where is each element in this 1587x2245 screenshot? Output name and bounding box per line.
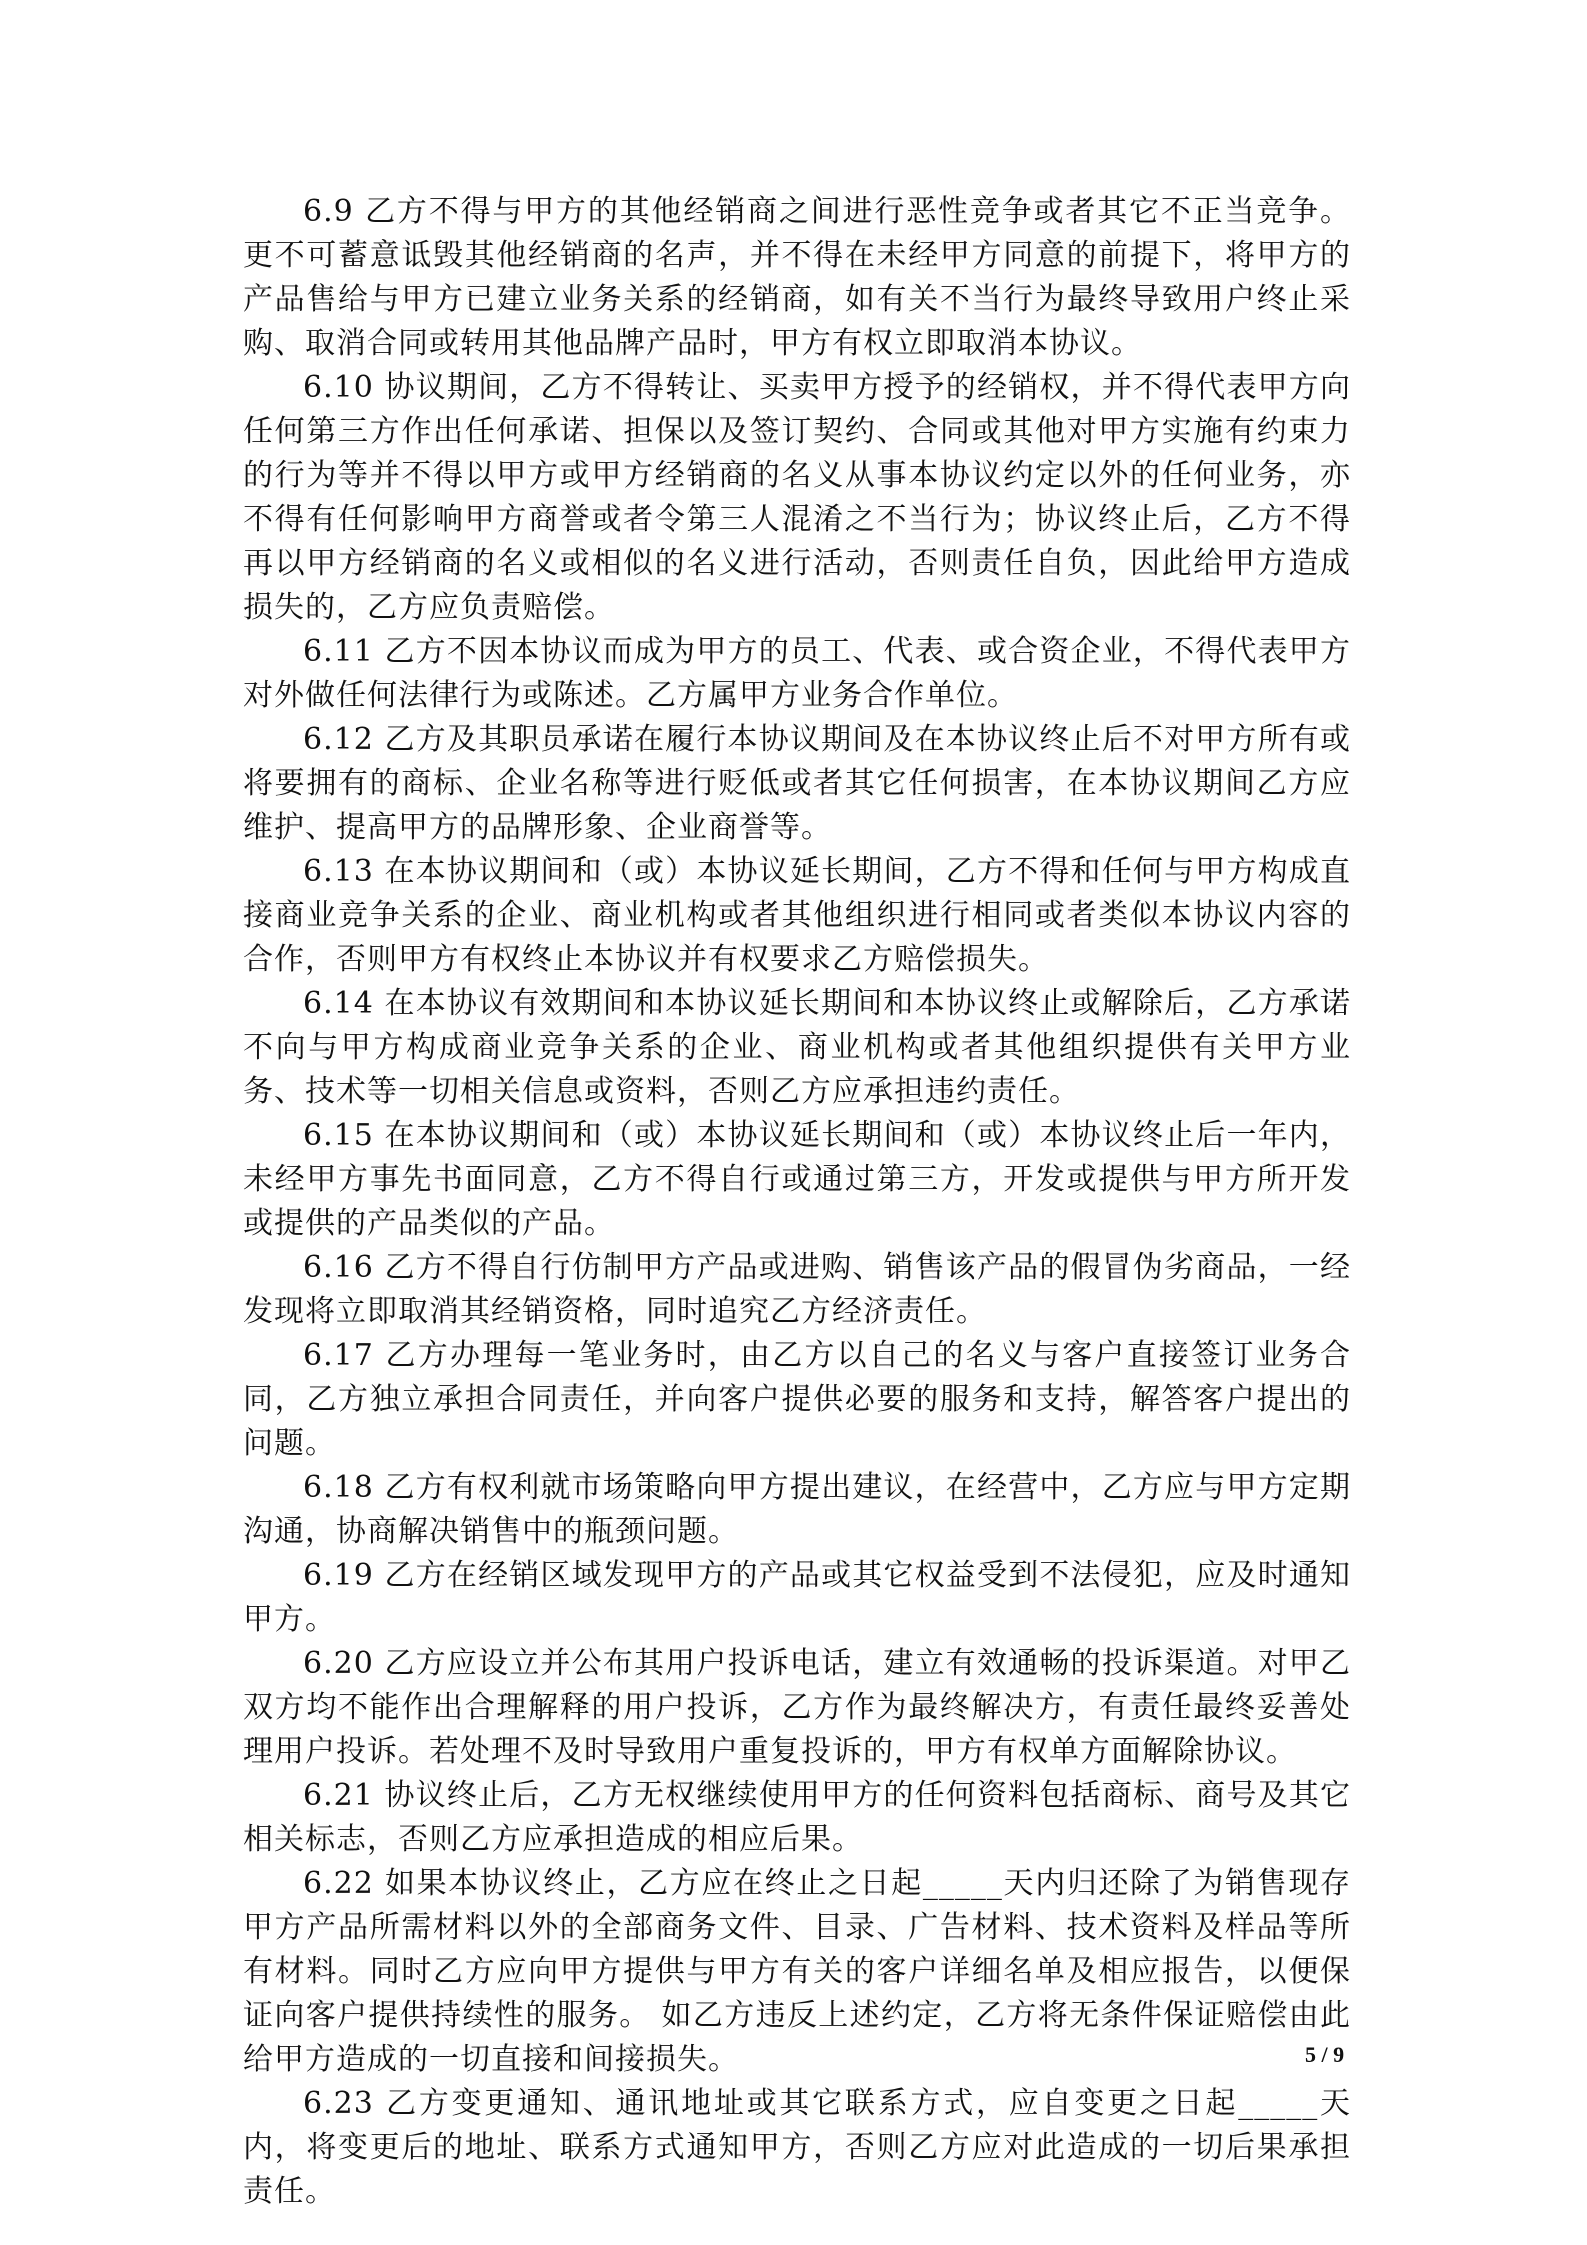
clause-6-23: 6.23 乙方变更通知、通讯地址或其它联系方式，应自变更之日起_____天内，将变更后的地址、联系方式通知甲方，否则乙方应对此造成的一切后果承担责任。	[243, 2086, 1351, 2209]
clause-6-17: 6.17 乙方办理每一笔业务时，由乙方以自己的名义与客户直接签订业务合同，乙方独立承担合同责任，并向客户提供必要的服务和支持，解答客户提出的问题。	[243, 1338, 1351, 1461]
page-number: 5 / 9	[1305, 2042, 1345, 2067]
clause-6-13: 6.13 在本协议期间和（或）本协议延长期间，乙方不得和任何与甲方构成直接商业竞争关系的企业、商业机构或者其他组织进行相同或者类似本协议内容的合作，否则甲方有权终止本协议并有权要求乙方赔偿损失。	[243, 854, 1351, 977]
clause-6-16: 6.16 乙方不得自行仿制甲方产品或进购、销售该产品的假冒伪劣商品，一经发现将立即取消其经销资格，同时追究乙方经济责任。	[243, 1250, 1351, 1329]
clause-6-15: 6.15 在本协议期间和（或）本协议延长期间和（或）本协议终止后一年内，未经甲方事先书面同意，乙方不得自行或通过第三方，开发或提供与甲方所开发或提供的产品类似的产品。	[243, 1118, 1351, 1241]
clause-6-11: 6.11 乙方不因本协议而成为甲方的员工、代表、或合资企业，不得代表甲方对外做任何法律行为或陈述。乙方属甲方业务合作单位。	[243, 634, 1351, 713]
document-body	[243, 190, 1351, 2214]
clause-6-12: 6.12 乙方及其职员承诺在履行本协议期间及在本协议终止后不对甲方所有或将要拥有的商标、企业名称等进行贬低或者其它任何损害，在本协议期间乙方应维护、提高甲方的品牌形象、企业商誉等。	[243, 722, 1351, 845]
clause-6-9: 6.9 乙方不得与甲方的其他经销商之间进行恶性竞争或者其它不正当竞争。更不可蓄意诋毁其他经销商的名声，并不得在未经甲方同意的前提下，将甲方的产品售给与甲方已建立业务关系的经销商，如有关不当行为最终导致用户终止采购、取消合同或转用其他品牌产品时，甲方有权立即取消本协议。	[243, 194, 1351, 361]
clause-6-18: 6.18 乙方有权利就市场策略向甲方提出建议，在经营中，乙方应与甲方定期沟通，协商解决销售中的瓶颈问题。	[243, 1470, 1351, 1549]
clause-6-20: 6.20 乙方应设立并公布其用户投诉电话，建立有效通畅的投诉渠道。对甲乙双方均不能作出合理解释的用户投诉，乙方作为最终解决方，有责任最终妥善处理用户投诉。若处理不及时导致用户重复投诉的，甲方有权单方面解除协议。	[243, 1646, 1351, 1769]
clause-6-21: 6.21 协议终止后，乙方无权继续使用甲方的任何资料包括商标、商号及其它相关标志，否则乙方应承担造成的相应后果。	[243, 1778, 1351, 1857]
clause-6-19: 6.19 乙方在经销区域发现甲方的产品或其它权益受到不法侵犯，应及时通知甲方。	[243, 1558, 1351, 1637]
clause-6-22: 6.22 如果本协议终止，乙方应在终止之日起_____天内归还除了为销售现存甲方产品所需材料以外的全部商务文件、目录、广告材料、技术资料及样品等所有材料。同时乙方应向甲方提供与甲方有关的客户详细名单及相应报告，以便保证向客户提供持续性的服务。 如乙方违反上述约定，乙方将无条件保证赔偿由此给甲方造成的一切直接和间接损失。	[243, 1866, 1351, 2077]
clause-6-14: 6.14 在本协议有效期间和本协议延长期间和本协议终止或解除后，乙方承诺不向与甲方构成商业竞争关系的企业、商业机构或者其他组织提供有关甲方业务、技术等一切相关信息或资料，否则乙方应承担违约责任。	[243, 986, 1351, 1109]
clause-6-10: 6.10 协议期间，乙方不得转让、买卖甲方授予的经销权，并不得代表甲方向任何第三方作出任何承诺、担保以及签订契约、合同或其他对甲方实施有约束力的行为等并不得以甲方或甲方经销商的名义从事本协议约定以外的任何业务，亦不得有任何影响甲方商誉或者令第三人混淆之不当行为；协议终止后，乙方不得再以甲方经销商的名义或相似的名义进行活动，否则责任自负，因此给甲方造成损失的，乙方应负责赔偿。	[243, 370, 1351, 625]
